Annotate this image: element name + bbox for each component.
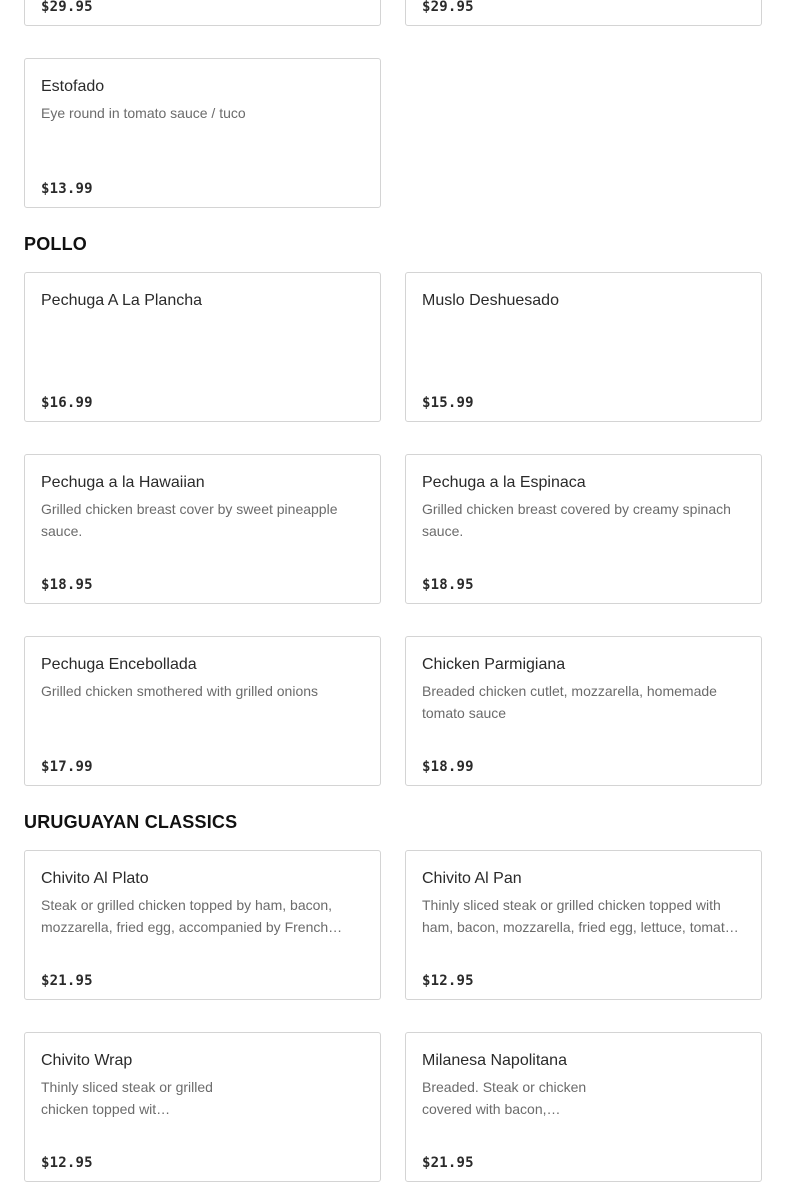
- item-price: $29.95: [422, 0, 474, 15]
- item-name: Chivito Al Pan: [422, 870, 522, 887]
- item-name: Milanesa Napolitana: [422, 1052, 567, 1069]
- item-description: Breaded. Steak or chicken covered with bacon,…: [422, 1079, 587, 1117]
- menu-item-card[interactable]: [405, 850, 762, 1000]
- menu-item-card[interactable]: [405, 636, 762, 786]
- menu-item-card-estofado[interactable]: [24, 58, 381, 208]
- section-title-uruguayan-classics: URUGUAYAN CLASSICS: [24, 812, 238, 832]
- item-description: Steak or grilled chicken topped by ham, bacon, mozzarella, fried egg, accompanied by French…: [41, 897, 343, 935]
- menu-item-card[interactable]: [24, 636, 381, 786]
- menu-item-card[interactable]: [24, 0, 381, 26]
- item-description: Thinly sliced steak or grilled chicken topped with ham, bacon, mozzarella, fried egg, lettuce, tomat…: [422, 897, 739, 935]
- section-title-pollo: POLLO: [24, 234, 87, 254]
- item-name: Estofado: [41, 78, 105, 95]
- item-name: Chivito Al Plato: [41, 870, 149, 887]
- menu-item-card[interactable]: [24, 272, 381, 422]
- item-description: Grilled chicken breast covered by creamy spinach sauce.: [422, 501, 731, 539]
- item-price: $17.99: [41, 759, 93, 775]
- item-price: $15.99: [422, 395, 474, 411]
- item-name: Pechuga A La Plancha: [41, 292, 203, 309]
- item-name: Pechuga a la Espinaca: [422, 474, 586, 491]
- item-price: $29.95: [41, 0, 93, 15]
- menu-item-card[interactable]: [24, 1032, 381, 1182]
- item-name: Chicken Parmigiana: [422, 656, 566, 673]
- item-price: $18.99: [422, 759, 474, 775]
- item-price: $12.95: [41, 1155, 93, 1171]
- item-description: Eye round in tomato sauce / tuco: [41, 105, 246, 121]
- menu-item-card[interactable]: [405, 0, 762, 26]
- menu-item-card[interactable]: [405, 272, 762, 422]
- menu-item-card[interactable]: [405, 454, 762, 604]
- item-price: $13.99: [41, 181, 93, 197]
- item-name: Pechuga Encebollada: [41, 656, 197, 673]
- item-description: Breaded chicken cutlet, mozzarella, homemade tomato sauce: [422, 683, 717, 721]
- item-name: Muslo Deshuesado: [422, 292, 559, 309]
- menu-item-card[interactable]: [24, 454, 381, 604]
- item-price: $18.95: [422, 577, 474, 593]
- item-price: $16.99: [41, 395, 93, 411]
- item-description: Grilled chicken smothered with grilled onions: [41, 683, 319, 699]
- menu-item-card[interactable]: [405, 1032, 762, 1182]
- item-price: $12.95: [422, 973, 474, 989]
- item-description: Thinly sliced steak or grilled chicken topped wit…: [41, 1079, 213, 1117]
- item-name: Pechuga a la Hawaiian: [41, 474, 205, 491]
- item-price: $18.95: [41, 577, 93, 593]
- item-price: $21.95: [422, 1155, 474, 1171]
- item-description: Grilled chicken breast cover by sweet pineapple sauce.: [41, 501, 338, 539]
- item-price: $21.95: [41, 973, 93, 989]
- menu-item-card[interactable]: [24, 850, 381, 1000]
- item-name: Chivito Wrap: [41, 1052, 133, 1069]
